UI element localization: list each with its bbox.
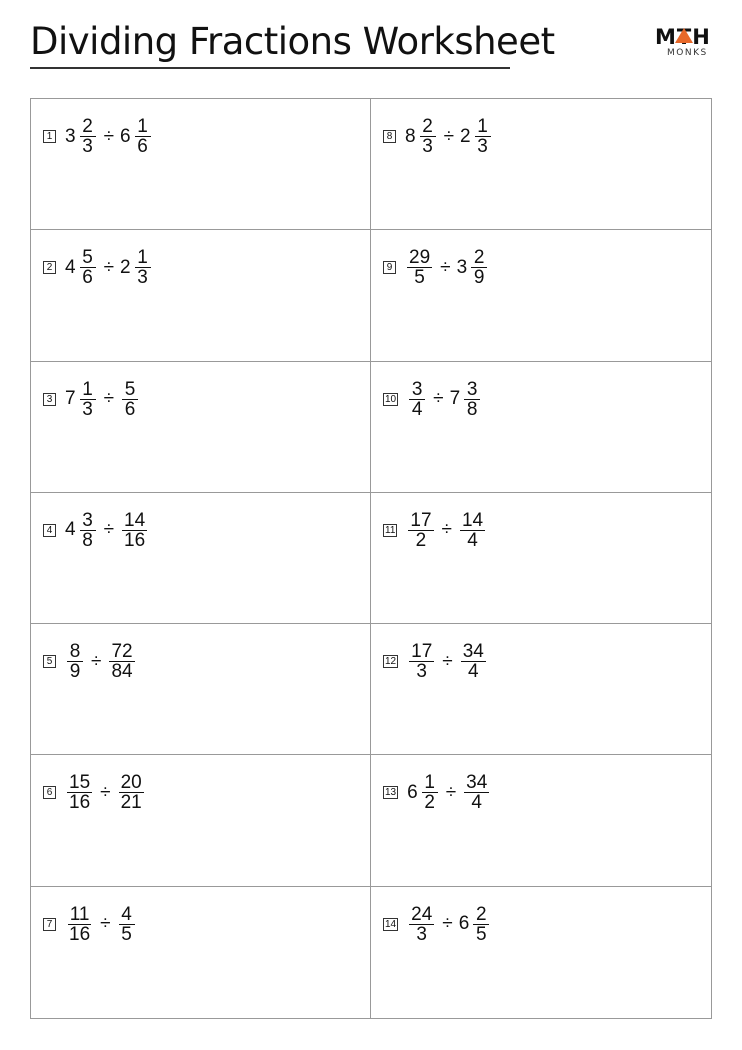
denominator: 8	[82, 529, 93, 551]
problem-cell	[31, 230, 371, 361]
denominator: 9	[69, 661, 81, 683]
whole-number: 8	[405, 125, 416, 147]
denominator: 9	[473, 267, 485, 289]
divide-sign: ÷	[103, 519, 115, 541]
numerator: 1	[80, 380, 96, 400]
problem-number: 9	[383, 261, 396, 274]
denominator: 3	[422, 136, 433, 157]
whole-number: 2	[120, 256, 131, 278]
problem-number: 1	[43, 130, 56, 143]
denominator: 4	[471, 792, 482, 814]
problem-number: 14	[385, 918, 397, 930]
numerator: 2	[420, 117, 436, 137]
whole-number: 7	[65, 388, 76, 410]
problem-cell	[371, 493, 711, 624]
divide-sign: ÷	[433, 388, 444, 410]
numerator: 1	[475, 117, 491, 137]
problem-cell	[31, 362, 371, 493]
numerator: 14	[461, 509, 484, 531]
problem-number: 11	[385, 524, 396, 536]
problem	[383, 642, 488, 681]
fraction	[122, 511, 147, 550]
fraction	[409, 905, 434, 944]
denominator: 3	[82, 398, 93, 420]
problem-cell	[371, 230, 711, 361]
divide-sign: ÷	[103, 388, 115, 410]
numerator: 5	[80, 248, 96, 268]
numerator: 17	[411, 641, 433, 663]
problem-number: 3	[43, 393, 56, 406]
fraction	[119, 773, 144, 812]
fraction	[67, 642, 83, 681]
fraction	[464, 380, 480, 419]
denominator: 6	[124, 398, 136, 420]
problem	[43, 773, 146, 812]
problem-number: 6	[43, 786, 56, 799]
numerator: 34	[466, 772, 488, 794]
fraction	[461, 642, 486, 681]
fraction	[135, 248, 151, 287]
denominator: 16	[69, 923, 91, 945]
whole-number: 2	[460, 125, 471, 147]
denominator: 3	[82, 136, 93, 157]
divide-sign: ÷	[91, 650, 102, 672]
numerator: 1	[135, 117, 151, 137]
problem-cell	[31, 887, 371, 1018]
denominator: 5	[475, 923, 487, 945]
problem	[383, 905, 491, 944]
fraction	[119, 905, 135, 944]
numerator: 2	[471, 248, 487, 268]
denominator: 3	[137, 267, 148, 289]
whole-number: 4	[65, 256, 76, 278]
fraction	[460, 511, 485, 550]
numerator: 14	[124, 509, 146, 531]
numerator: 15	[69, 772, 91, 794]
divide-sign: ÷	[440, 256, 451, 278]
problem-number: 10	[385, 393, 397, 405]
divide-sign: ÷	[443, 125, 455, 147]
denominator: 4	[467, 529, 478, 551]
problem-cell	[371, 887, 711, 1018]
denominator: 5	[414, 267, 425, 289]
fraction	[80, 117, 96, 156]
denominator: 5	[121, 923, 132, 945]
fraction	[420, 117, 436, 156]
divide-sign: ÷	[100, 913, 111, 935]
denominator: 3	[477, 136, 488, 157]
numerator: 34	[462, 641, 484, 663]
divide-sign: ÷	[442, 913, 453, 935]
problem	[43, 511, 149, 550]
problem	[43, 117, 153, 156]
page-title: Dividing Fractions Worksheet	[30, 20, 555, 63]
numerator: 2	[80, 117, 96, 137]
whole-number: 3	[456, 256, 468, 278]
whole-number: 4	[65, 519, 76, 541]
problem-cell	[31, 755, 371, 886]
title-underline	[30, 67, 510, 69]
fraction	[67, 773, 92, 812]
problem-cell	[371, 624, 711, 755]
denominator: 16	[124, 529, 146, 551]
divide-sign: ÷	[103, 256, 115, 278]
problem	[383, 380, 482, 419]
logo-wordmark: MTH	[655, 25, 711, 49]
numerator: 3	[409, 380, 425, 400]
numerator: 2	[473, 905, 489, 925]
fraction	[464, 773, 489, 812]
fraction	[135, 117, 151, 156]
problem-number: 12	[385, 656, 397, 668]
fraction	[109, 642, 134, 681]
problem-cell	[31, 624, 371, 755]
divide-sign: ÷	[100, 781, 111, 803]
fraction	[407, 248, 432, 287]
fraction	[67, 905, 92, 944]
numerator: 5	[122, 380, 138, 400]
divide-sign: ÷	[441, 519, 452, 541]
fraction	[475, 117, 491, 156]
divide-sign: ÷	[445, 781, 457, 803]
problem-cell	[371, 99, 711, 230]
numerator: 17	[410, 509, 432, 531]
logo-subtext: MONKS	[667, 48, 708, 58]
numerator: 11	[69, 903, 90, 925]
problem-cell	[31, 99, 371, 230]
logo-triangle-icon	[675, 28, 693, 43]
problem-number: 4	[43, 524, 56, 537]
fraction	[122, 380, 138, 419]
numerator: 3	[464, 380, 480, 400]
denominator: 2	[424, 792, 435, 814]
problem-cell	[31, 493, 371, 624]
problem	[383, 248, 489, 287]
fraction	[80, 248, 96, 287]
fraction	[471, 248, 487, 287]
denominator: 6	[137, 136, 148, 157]
fraction	[409, 642, 434, 681]
numerator: 29	[409, 247, 431, 269]
whole-number: 3	[65, 125, 76, 147]
denominator: 84	[111, 661, 133, 683]
problem	[383, 117, 493, 156]
problem-cell	[371, 362, 711, 493]
numerator: 1	[422, 773, 438, 793]
numerator: 24	[411, 903, 433, 925]
problem	[43, 380, 140, 419]
whole-number: 6	[407, 781, 418, 803]
problem-number: 7	[43, 918, 56, 931]
denominator: 8	[466, 398, 478, 420]
whole-number: 6	[120, 125, 131, 147]
whole-number: 7	[449, 388, 461, 410]
problem	[43, 905, 137, 944]
divide-sign: ÷	[103, 125, 115, 147]
numerator: 1	[135, 248, 151, 268]
denominator: 6	[82, 267, 93, 289]
numerator: 72	[111, 641, 133, 663]
numerator: 3	[80, 511, 96, 531]
problem-number: 5	[43, 655, 56, 668]
divide-sign: ÷	[442, 650, 453, 672]
fraction	[409, 380, 425, 419]
fraction	[422, 773, 438, 812]
fraction	[408, 511, 433, 550]
denominator: 2	[415, 529, 427, 551]
whole-number: 6	[458, 913, 470, 935]
problem-number: 8	[383, 130, 396, 143]
problem-cell	[371, 755, 711, 886]
problem-number: 13	[385, 787, 397, 799]
fraction	[80, 380, 96, 419]
problem	[43, 642, 137, 681]
denominator: 21	[120, 792, 142, 814]
denominator: 3	[416, 923, 427, 945]
denominator: 4	[411, 398, 423, 420]
denominator: 3	[416, 661, 427, 683]
problem	[383, 773, 491, 812]
denominator: 4	[467, 661, 479, 683]
numerator: 20	[120, 772, 142, 794]
problem-number: 2	[43, 261, 56, 274]
problem	[43, 248, 153, 287]
fraction	[80, 511, 96, 550]
numerator: 8	[67, 642, 83, 662]
denominator: 16	[69, 792, 91, 814]
numerator: 4	[119, 905, 135, 925]
fraction	[473, 905, 489, 944]
problem-grid	[30, 98, 712, 1019]
math-monks-logo	[655, 26, 717, 58]
problem	[383, 511, 487, 550]
